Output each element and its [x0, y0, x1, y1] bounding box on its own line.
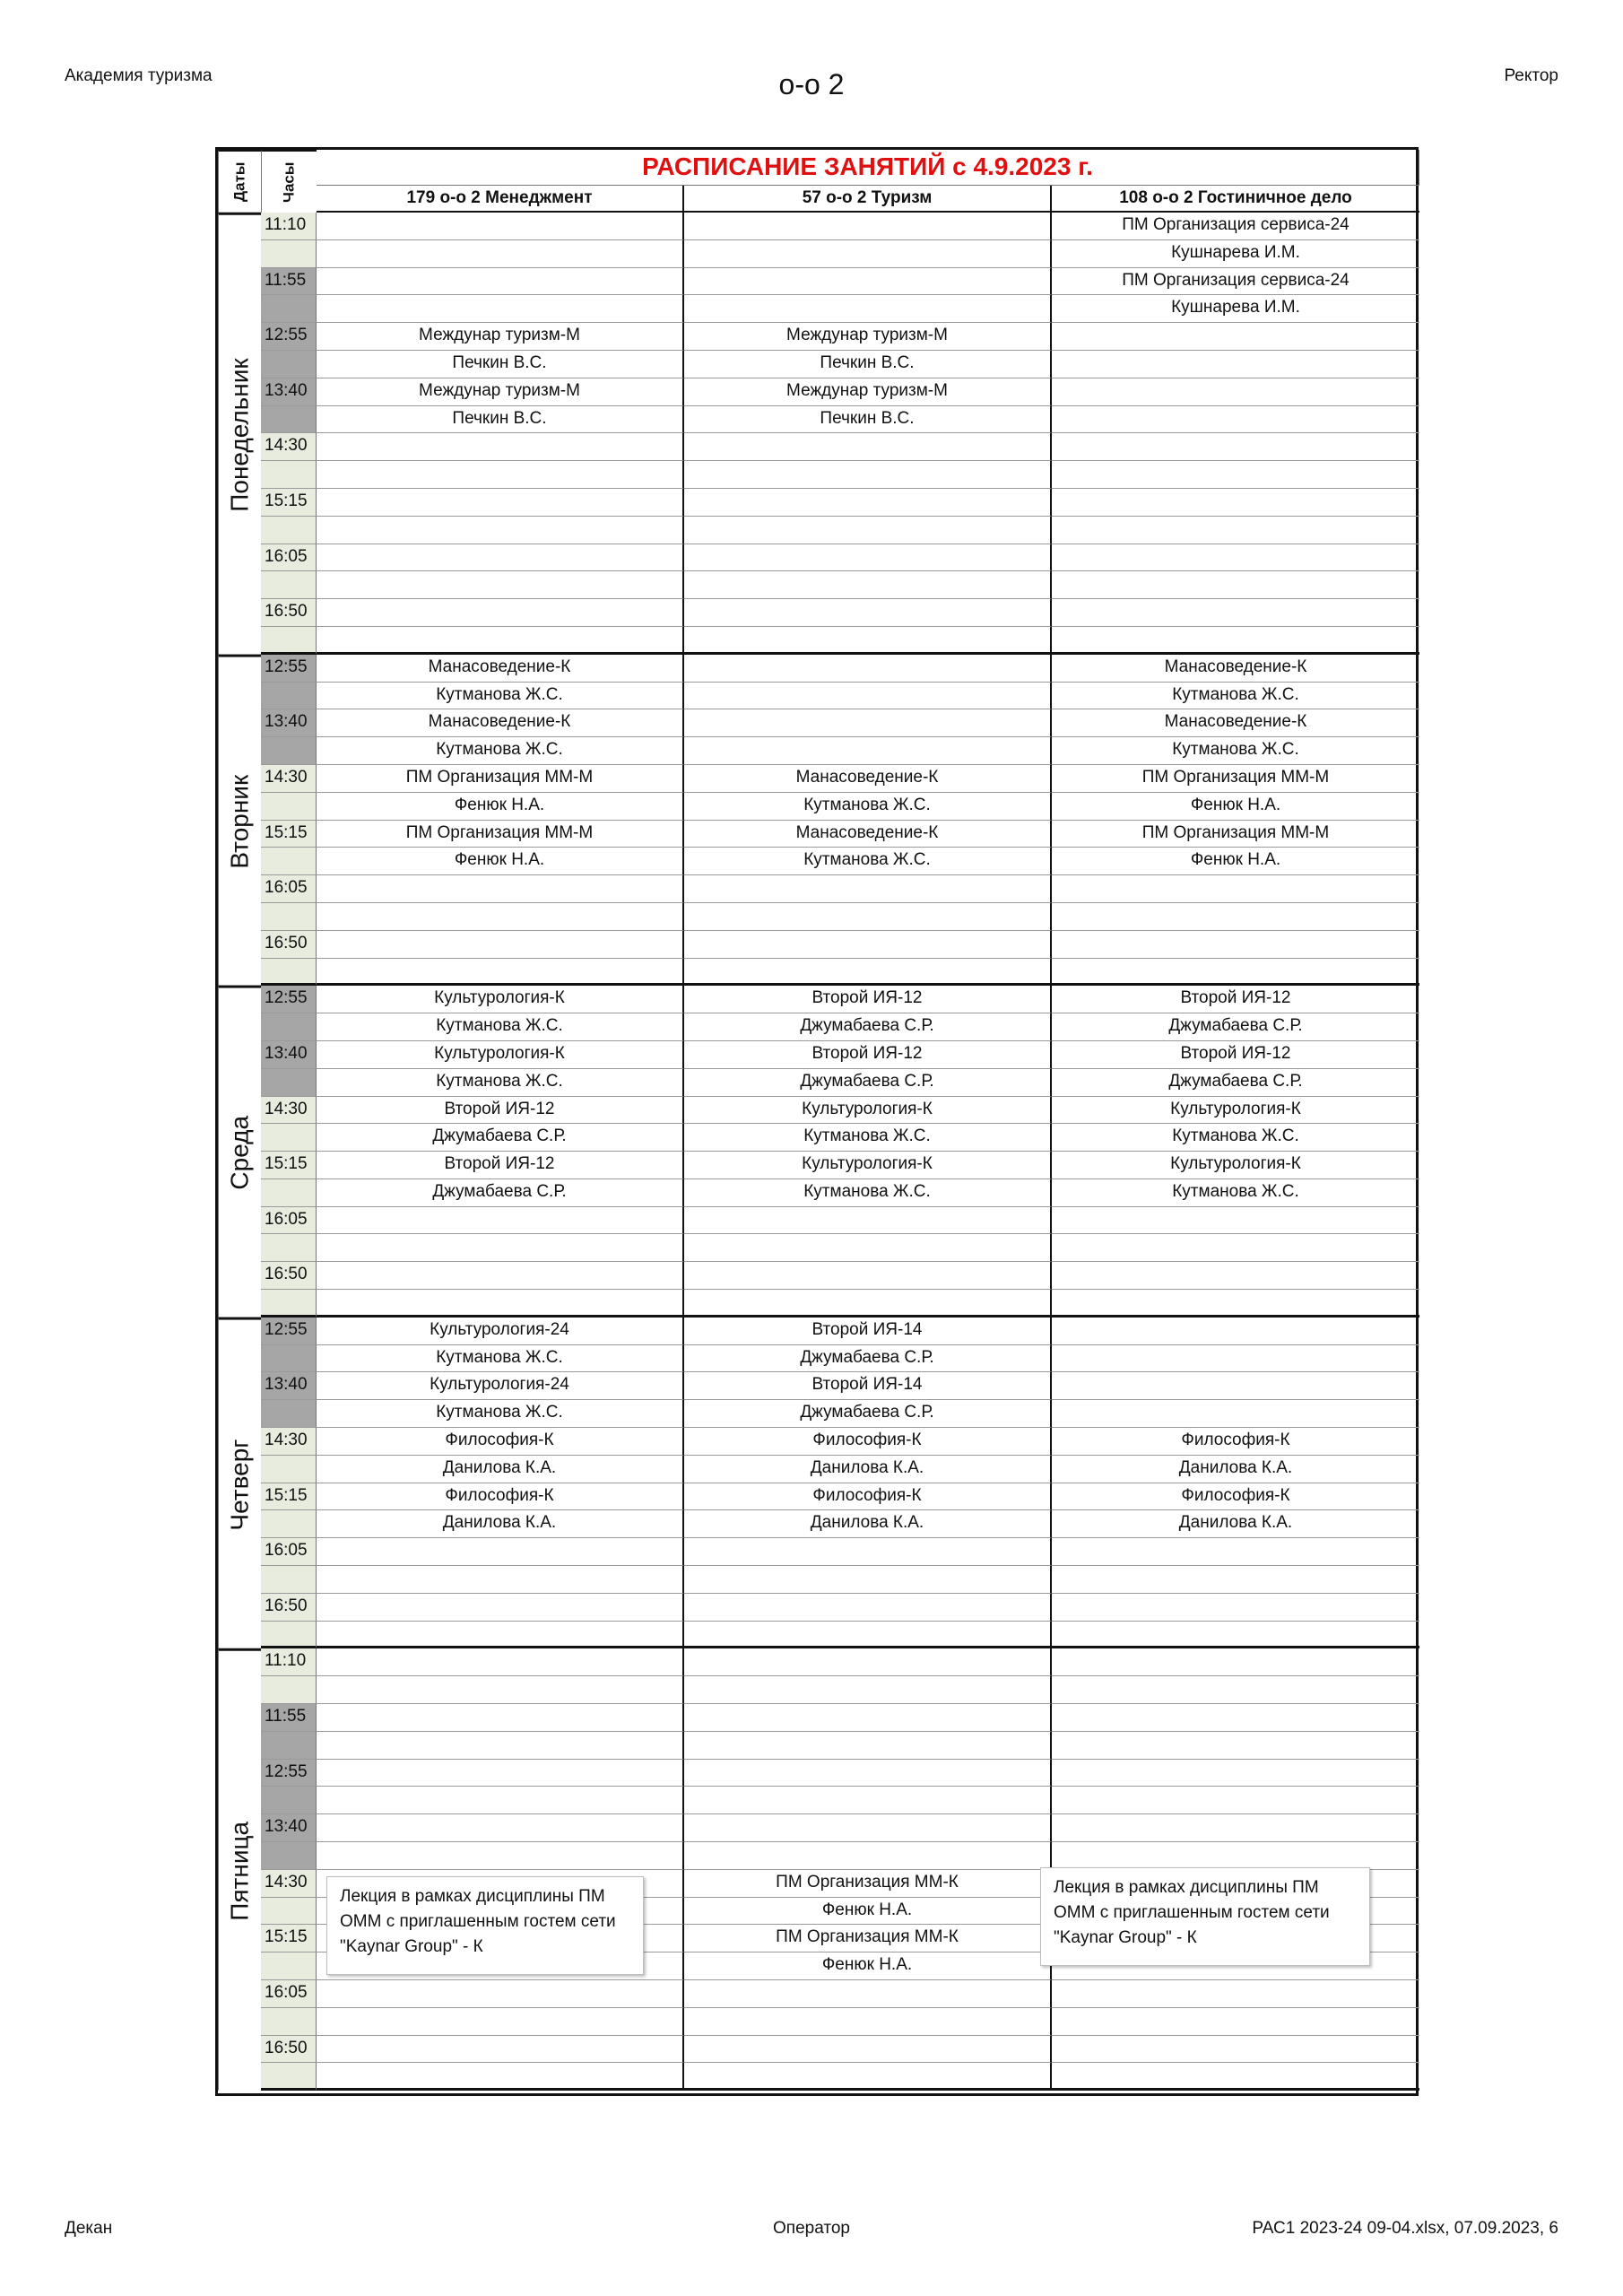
- teacher-cell: [317, 1622, 684, 1649]
- subject-cell: Культурология-К: [317, 986, 684, 1013]
- teacher-cell: Данилова К.А.: [1052, 1510, 1419, 1538]
- subject-cell: Междунар туризм-М: [684, 323, 1052, 351]
- teacher-cell: Кутманова Ж.С.: [684, 793, 1052, 821]
- time-slot: 12:55: [261, 986, 317, 1013]
- time-slot: 16:05: [261, 1538, 317, 1566]
- teacher-cell: Кутманова Ж.С.: [317, 1013, 684, 1041]
- subject-cell: Второй ИЯ-12: [317, 1097, 684, 1125]
- teacher-cell: [317, 1566, 684, 1594]
- time-slot-blank: [261, 848, 317, 875]
- group-header: 57 о-о 2 Туризм: [684, 186, 1052, 213]
- time-slot: 12:55: [261, 1760, 317, 1787]
- subject-cell: [1052, 875, 1419, 903]
- subject-cell: [1052, 1318, 1419, 1345]
- subject-cell: [1052, 489, 1419, 517]
- teacher-cell: [317, 461, 684, 489]
- teacher-cell: [1052, 2063, 1419, 2091]
- header-group-label: о-о 2: [778, 68, 845, 100]
- time-slot: 12:55: [261, 323, 317, 351]
- time-slot-blank: [261, 1345, 317, 1373]
- teacher-cell: [317, 517, 684, 544]
- time-slot-blank: [261, 627, 317, 655]
- teacher-cell: [1052, 571, 1419, 599]
- subject-cell: [1052, 544, 1419, 572]
- subject-cell: [1052, 1207, 1419, 1235]
- subject-cell: [317, 213, 684, 240]
- teacher-cell: [684, 2008, 1052, 2036]
- subject-cell: ПМ Организация ММ-К: [684, 1870, 1052, 1898]
- subject-cell: [684, 1207, 1052, 1235]
- subject-cell: [317, 1207, 684, 1235]
- subject-cell: [684, 2036, 1052, 2064]
- teacher-cell: [684, 295, 1052, 323]
- subject-cell: [1052, 1760, 1419, 1787]
- time-slot: 13:40: [261, 1041, 317, 1069]
- time-slot-blank: [261, 406, 317, 434]
- subject-cell: [1052, 323, 1419, 351]
- teacher-cell: [317, 627, 684, 655]
- subject-cell: [317, 1538, 684, 1566]
- teacher-cell: [684, 959, 1052, 987]
- time-slot: 16:50: [261, 2036, 317, 2064]
- subject-cell: Манасоведение-К: [684, 821, 1052, 848]
- subject-cell: [684, 433, 1052, 461]
- time-slot: 15:15: [261, 1925, 317, 1952]
- subject-cell: [317, 2036, 684, 2064]
- teacher-cell: [1052, 461, 1419, 489]
- teacher-cell: Фенюк Н.А.: [1052, 848, 1419, 875]
- teacher-cell: [684, 2063, 1052, 2091]
- teacher-cell: Кутманова Ж.С.: [317, 1345, 684, 1373]
- teacher-cell: [684, 903, 1052, 931]
- time-slot-blank: [261, 1622, 317, 1649]
- subject-cell: ПМ Организация ММ-М: [1052, 765, 1419, 793]
- subject-cell: Манасоведение-К: [317, 709, 684, 737]
- time-slot: 16:05: [261, 875, 317, 903]
- subject-cell: [317, 268, 684, 296]
- teacher-cell: Кутманова Ж.С.: [1052, 737, 1419, 765]
- teacher-cell: [684, 627, 1052, 655]
- teacher-cell: Кутманова Ж.С.: [1052, 1179, 1419, 1207]
- time-slot-blank: [261, 1290, 317, 1318]
- subject-cell: Философия-К: [684, 1483, 1052, 1511]
- subject-cell: [684, 1648, 1052, 1676]
- subject-cell: [684, 655, 1052, 683]
- subject-cell: [317, 1594, 684, 1622]
- time-slot-blank: [261, 1400, 317, 1428]
- teacher-cell: Джумабаева С.Р.: [317, 1179, 684, 1207]
- teacher-cell: Фенюк Н.А.: [317, 793, 684, 821]
- teacher-cell: [1052, 517, 1419, 544]
- teacher-cell: Фенюк Н.А.: [684, 1952, 1052, 1980]
- subject-cell: Второй ИЯ-14: [684, 1318, 1052, 1345]
- teacher-cell: Данилова К.А.: [317, 1456, 684, 1483]
- teacher-cell: [684, 683, 1052, 710]
- teacher-cell: Джумабаева С.Р.: [317, 1124, 684, 1152]
- time-slot-blank: [261, 1566, 317, 1594]
- teacher-cell: Печкин В.С.: [684, 351, 1052, 378]
- subject-cell: [684, 268, 1052, 296]
- teacher-cell: Джумабаева С.Р.: [684, 1069, 1052, 1097]
- subject-cell: Второй ИЯ-12: [317, 1152, 684, 1179]
- time-slot-blank: [261, 1732, 317, 1760]
- header-left-label: Академия туризма: [65, 66, 213, 85]
- subject-cell: Культурология-К: [684, 1097, 1052, 1125]
- teacher-cell: Данилова К.А.: [684, 1510, 1052, 1538]
- subject-cell: ПМ Организация ММ-М: [1052, 821, 1419, 848]
- subject-cell: Междунар туризм-М: [317, 323, 684, 351]
- time-slot-blank: [261, 2008, 317, 2036]
- teacher-cell: [684, 1234, 1052, 1262]
- time-slot: 12:55: [261, 1318, 317, 1345]
- subject-cell: Манасоведение-К: [684, 765, 1052, 793]
- time-slot-blank: [261, 1234, 317, 1262]
- subject-cell: Второй ИЯ-14: [684, 1372, 1052, 1400]
- subject-cell: [317, 1704, 684, 1732]
- time-slot: 15:15: [261, 489, 317, 517]
- time-slot: 15:15: [261, 821, 317, 848]
- group-header: 179 о-о 2 Менеджмент: [317, 186, 684, 213]
- subject-cell: Второй ИЯ-12: [684, 1041, 1052, 1069]
- time-slot: 11:55: [261, 1704, 317, 1732]
- subject-cell: ПМ Организация ММ-М: [317, 821, 684, 848]
- subject-cell: [684, 489, 1052, 517]
- time-slot: 13:40: [261, 1372, 317, 1400]
- teacher-cell: [1052, 1234, 1419, 1262]
- teacher-cell: Фенюк Н.А.: [684, 1898, 1052, 1926]
- subject-cell: [1052, 931, 1419, 959]
- subject-cell: Культурология-24: [317, 1372, 684, 1400]
- teacher-cell: [317, 1787, 684, 1814]
- hours-column-header: Часы: [261, 150, 317, 213]
- teacher-cell: Джумабаева С.Р.: [684, 1013, 1052, 1041]
- time-slot-blank: [261, 1456, 317, 1483]
- time-slot-blank: [261, 793, 317, 821]
- teacher-cell: Кутманова Ж.С.: [317, 1069, 684, 1097]
- time-slot: 14:30: [261, 765, 317, 793]
- teacher-cell: [317, 1676, 684, 1704]
- teacher-cell: Джумабаева С.Р.: [1052, 1069, 1419, 1097]
- teacher-cell: [1052, 406, 1419, 434]
- teacher-cell: Данилова К.А.: [317, 1510, 684, 1538]
- teacher-cell: Кутманова Ж.С.: [317, 737, 684, 765]
- teacher-cell: Кутманова Ж.С.: [317, 1400, 684, 1428]
- subject-cell: [684, 544, 1052, 572]
- comment-note: Лекция в рамках дисциплины ПМ ОММ с приглашенным гостем сети "Kaynar Group" - К: [1040, 1867, 1370, 1966]
- time-slot: 16:50: [261, 599, 317, 627]
- comment-note: Лекция в рамках дисциплины ПМ ОММ с приглашенным гостем сети "Kaynar Group" - К: [326, 1876, 644, 1975]
- time-slot-blank: [261, 683, 317, 710]
- time-slot: 14:30: [261, 433, 317, 461]
- subject-cell: [1052, 1704, 1419, 1732]
- subject-cell: [684, 1760, 1052, 1787]
- time-slot-blank: [261, 1013, 317, 1041]
- teacher-cell: Печкин В.С.: [317, 351, 684, 378]
- teacher-cell: [317, 240, 684, 268]
- subject-cell: Философия-К: [1052, 1483, 1419, 1511]
- subject-cell: Культурология-К: [1052, 1152, 1419, 1179]
- time-slot: 16:50: [261, 1262, 317, 1290]
- subject-cell: Культурология-К: [1052, 1097, 1419, 1125]
- time-slot: 16:50: [261, 931, 317, 959]
- subject-cell: Культурология-К: [317, 1041, 684, 1069]
- subject-cell: Второй ИЯ-12: [1052, 986, 1419, 1013]
- time-slot-blank: [261, 1069, 317, 1097]
- teacher-cell: Печкин В.С.: [684, 406, 1052, 434]
- subject-cell: [317, 931, 684, 959]
- subject-cell: [317, 1760, 684, 1787]
- day-label: Понедельник: [218, 213, 261, 655]
- subject-cell: [1052, 1262, 1419, 1290]
- time-slot-blank: [261, 571, 317, 599]
- time-slot-blank: [261, 295, 317, 323]
- teacher-cell: [684, 1732, 1052, 1760]
- day-label: Вторник: [218, 655, 261, 987]
- time-slot-blank: [261, 461, 317, 489]
- subject-cell: [317, 1648, 684, 1676]
- subject-cell: [684, 1538, 1052, 1566]
- subject-cell: Философия-К: [1052, 1428, 1419, 1456]
- dates-column-header: Даты: [218, 150, 261, 213]
- subject-cell: Второй ИЯ-12: [1052, 1041, 1419, 1069]
- subject-cell: [317, 599, 684, 627]
- time-slot: 16:50: [261, 1594, 317, 1622]
- teacher-cell: Кутманова Ж.С.: [684, 1179, 1052, 1207]
- subject-cell: [317, 1814, 684, 1842]
- teacher-cell: Печкин В.С.: [317, 406, 684, 434]
- teacher-cell: Фенюк Н.А.: [317, 848, 684, 875]
- teacher-cell: [1052, 1842, 1419, 1870]
- subject-cell: [317, 875, 684, 903]
- subject-cell: [1052, 433, 1419, 461]
- subject-cell: Манасоведение-К: [1052, 655, 1419, 683]
- time-slot: 13:40: [261, 378, 317, 406]
- teacher-cell: [317, 1234, 684, 1262]
- time-slot-blank: [261, 1179, 317, 1207]
- subject-cell: Философия-К: [317, 1483, 684, 1511]
- subject-cell: [1052, 599, 1419, 627]
- subject-cell: Манасоведение-К: [1052, 709, 1419, 737]
- teacher-cell: [684, 737, 1052, 765]
- teacher-cell: [1052, 903, 1419, 931]
- time-slot-blank: [261, 1898, 317, 1926]
- time-slot-blank: [261, 2063, 317, 2091]
- time-slot-blank: [261, 1952, 317, 1980]
- subject-cell: ПМ Организация сервиса-24: [1052, 213, 1419, 240]
- subject-cell: [1052, 1538, 1419, 1566]
- teacher-cell: [684, 571, 1052, 599]
- subject-cell: Философия-К: [684, 1428, 1052, 1456]
- subject-cell: [684, 1814, 1052, 1842]
- subject-cell: Культурология-К: [684, 1152, 1052, 1179]
- footer-file-label: РАС1 2023-24 09-04.xlsx, 07.09.2023, 6: [1252, 2219, 1558, 2238]
- teacher-cell: [1052, 1787, 1419, 1814]
- teacher-cell: [684, 517, 1052, 544]
- subject-cell: [317, 433, 684, 461]
- teacher-cell: [1052, 1345, 1419, 1373]
- teacher-cell: [684, 1676, 1052, 1704]
- teacher-cell: [317, 2063, 684, 2091]
- time-slot-blank: [261, 737, 317, 765]
- day-label: Четверг: [218, 1318, 261, 1649]
- time-slot-blank: [261, 959, 317, 987]
- subject-cell: [1052, 1594, 1419, 1622]
- time-slot: 13:40: [261, 1814, 317, 1842]
- teacher-cell: [1052, 627, 1419, 655]
- teacher-cell: Кутманова Ж.С.: [684, 1124, 1052, 1152]
- group-header: 108 о-о 2 Гостиничное дело: [1052, 186, 1419, 213]
- subject-cell: Культурология-24: [317, 1318, 684, 1345]
- time-slot: 11:10: [261, 213, 317, 240]
- teacher-cell: [1052, 1290, 1419, 1318]
- footer-center-label: Оператор: [773, 2219, 850, 2238]
- time-slot-blank: [261, 1676, 317, 1704]
- time-slot-blank: [261, 1842, 317, 1870]
- time-slot: 12:55: [261, 655, 317, 683]
- teacher-cell: [684, 1290, 1052, 1318]
- teacher-cell: [317, 1732, 684, 1760]
- teacher-cell: Кушнарева И.М.: [1052, 240, 1419, 268]
- time-slot-blank: [261, 903, 317, 931]
- subject-cell: [684, 709, 1052, 737]
- teacher-cell: [317, 959, 684, 987]
- teacher-cell: [317, 295, 684, 323]
- teacher-cell: [317, 1290, 684, 1318]
- subject-cell: [1052, 1372, 1419, 1400]
- subject-cell: [1052, 1648, 1419, 1676]
- subject-cell: Междунар туризм-М: [317, 378, 684, 406]
- time-slot: 16:05: [261, 1980, 317, 2008]
- subject-cell: Философия-К: [317, 1428, 684, 1456]
- time-slot: 15:15: [261, 1483, 317, 1511]
- subject-cell: Междунар туризм-М: [684, 378, 1052, 406]
- time-slot: 11:10: [261, 1648, 317, 1676]
- time-slot: 14:30: [261, 1428, 317, 1456]
- time-slot-blank: [261, 240, 317, 268]
- subject-cell: [684, 213, 1052, 240]
- subject-cell: [684, 1594, 1052, 1622]
- teacher-cell: Джумабаева С.Р.: [1052, 1013, 1419, 1041]
- teacher-cell: [317, 1842, 684, 1870]
- subject-cell: [317, 544, 684, 572]
- schedule-title: РАСПИСАНИЕ ЗАНЯТИЙ с 4.9.2023 г.: [317, 150, 1419, 186]
- time-slot: 14:30: [261, 1097, 317, 1125]
- time-slot: 11:55: [261, 268, 317, 296]
- subject-cell: ПМ Организация ММ-К: [684, 1925, 1052, 1952]
- time-slot: 14:30: [261, 1870, 317, 1898]
- time-slot-blank: [261, 517, 317, 544]
- teacher-cell: [317, 903, 684, 931]
- teacher-cell: [684, 461, 1052, 489]
- schedule-table: [215, 147, 1419, 2096]
- subject-cell: [317, 1262, 684, 1290]
- subject-cell: ПМ Организация сервиса-24: [1052, 268, 1419, 296]
- time-slot: 16:05: [261, 544, 317, 572]
- teacher-cell: [1052, 1566, 1419, 1594]
- teacher-cell: [684, 1622, 1052, 1649]
- subject-cell: [684, 1980, 1052, 2008]
- time-slot: 15:15: [261, 1152, 317, 1179]
- teacher-cell: [1052, 1622, 1419, 1649]
- teacher-cell: [1052, 351, 1419, 378]
- day-label: Пятница: [218, 1648, 261, 2091]
- subject-cell: [317, 489, 684, 517]
- subject-cell: Второй ИЯ-12: [684, 986, 1052, 1013]
- teacher-cell: [1052, 2008, 1419, 2036]
- teacher-cell: Кутманова Ж.С.: [1052, 1124, 1419, 1152]
- teacher-cell: [1052, 1676, 1419, 1704]
- subject-cell: [684, 1262, 1052, 1290]
- header-right-label: Ректор: [1504, 66, 1558, 85]
- subject-cell: [317, 1980, 684, 2008]
- day-label: Среда: [218, 986, 261, 1318]
- teacher-cell: Данилова К.А.: [684, 1456, 1052, 1483]
- subject-cell: Манасоведение-К: [317, 655, 684, 683]
- time-slot-blank: [261, 351, 317, 378]
- time-slot-blank: [261, 1510, 317, 1538]
- time-slot-blank: [261, 1787, 317, 1814]
- teacher-cell: Кутманова Ж.С.: [317, 683, 684, 710]
- teacher-cell: Кутманова Ж.С.: [684, 848, 1052, 875]
- footer-left-label: Декан: [65, 2219, 113, 2238]
- time-slot-blank: [261, 1124, 317, 1152]
- teacher-cell: Джумабаева С.Р.: [684, 1400, 1052, 1428]
- subject-cell: [684, 875, 1052, 903]
- teacher-cell: [684, 1787, 1052, 1814]
- teacher-cell: [684, 240, 1052, 268]
- subject-cell: [1052, 378, 1419, 406]
- teacher-cell: Данилова К.А.: [1052, 1456, 1419, 1483]
- subject-cell: [684, 1704, 1052, 1732]
- teacher-cell: [1052, 1400, 1419, 1428]
- subject-cell: [684, 599, 1052, 627]
- teacher-cell: [317, 571, 684, 599]
- subject-cell: ПМ Организация ММ-М: [317, 765, 684, 793]
- subject-cell: [1052, 2036, 1419, 2064]
- teacher-cell: [1052, 959, 1419, 987]
- teacher-cell: Кушнарева И.М.: [1052, 295, 1419, 323]
- teacher-cell: Кутманова Ж.С.: [1052, 683, 1419, 710]
- teacher-cell: [684, 1842, 1052, 1870]
- subject-cell: [1052, 1814, 1419, 1842]
- teacher-cell: Фенюк Н.А.: [1052, 793, 1419, 821]
- teacher-cell: [317, 2008, 684, 2036]
- teacher-cell: Джумабаева С.Р.: [684, 1345, 1052, 1373]
- time-slot: 13:40: [261, 709, 317, 737]
- teacher-cell: [684, 1566, 1052, 1594]
- subject-cell: [1052, 1980, 1419, 2008]
- teacher-cell: [1052, 1732, 1419, 1760]
- subject-cell: [684, 931, 1052, 959]
- time-slot: 16:05: [261, 1207, 317, 1235]
